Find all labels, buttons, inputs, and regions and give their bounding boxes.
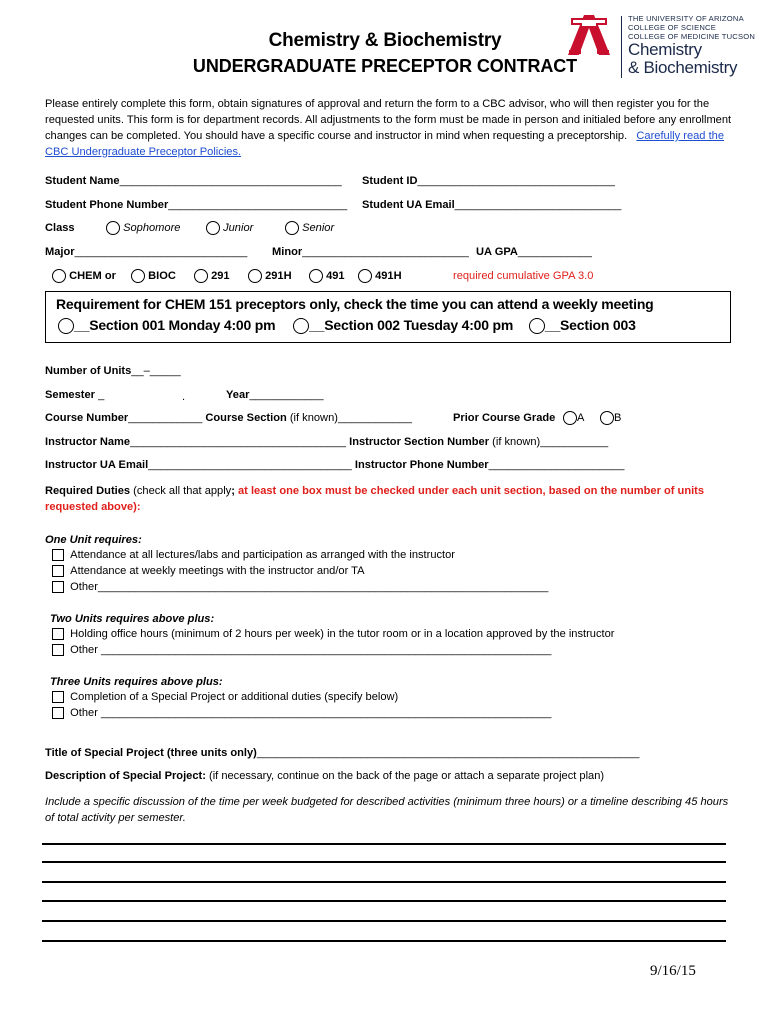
special-project-title-field[interactable]: Title of Special Project (three units only)______________________________________________________________ — [45, 747, 640, 759]
291-radio[interactable] — [194, 269, 208, 283]
class-option-junior[interactable]: Junior — [206, 221, 253, 235]
bioc-radio[interactable] — [131, 269, 145, 283]
class-option-sophomore[interactable]: Sophomore — [106, 221, 180, 235]
checkbox[interactable] — [52, 707, 64, 719]
two-units-item[interactable]: Other _________________________________________________________________________ — [52, 644, 551, 656]
section-002-radio[interactable] — [293, 318, 309, 334]
chem151-sections — [56, 317, 636, 334]
gpa-requirement-note: required cumulative GPA 3.0 — [453, 270, 594, 282]
junior-radio[interactable] — [206, 221, 220, 235]
section-002-option[interactable]: __Section 002 Tuesday 4:00 pm — [293, 317, 517, 333]
course-option-291h[interactable]: 291H — [248, 269, 292, 283]
student-id-field[interactable]: Student ID________________________________ — [362, 175, 615, 187]
course-option-491h[interactable]: 491H — [358, 269, 402, 283]
number-of-units-field[interactable]: Number of Units__–_____ — [45, 365, 181, 377]
semester-mark: . — [182, 391, 186, 403]
three-units-item[interactable]: Completion of a Special Project or additional duties (specify below) — [52, 691, 398, 703]
chem151-heading: Requirement for CHEM 151 preceptors only, check the time you can attend a weekly meeting — [56, 296, 654, 312]
grade-a-radio[interactable] — [563, 411, 577, 425]
checkbox[interactable] — [52, 549, 64, 561]
form-title: UNDERGRADUATE PRECEPTOR CONTRACT — [192, 56, 578, 76]
checkbox[interactable] — [52, 628, 64, 640]
section-001-radio[interactable] — [58, 318, 74, 334]
grade-option-a[interactable]: A — [563, 411, 584, 425]
chem-radio[interactable] — [52, 269, 66, 283]
course-number-field[interactable]: Course Number____________ Course Section (if known)____________ — [45, 412, 412, 424]
two-units-item[interactable]: Holding office hours (minimum of 2 hours per week) in the tutor room or in a location approved by the instructor — [52, 628, 614, 640]
special-project-instruction: Include a specific discussion of the time per week budgeted for described activities (minimum three hours) or a timeline describing 45 hours of total activity per semester. — [45, 796, 729, 824]
description-line[interactable] — [42, 861, 726, 863]
one-unit-item[interactable]: Attendance at all lectures/labs and participation as arranged with the instructor — [52, 549, 455, 561]
section-003-option[interactable]: __Section 003 — [529, 317, 636, 333]
intro-paragraph: Please entirely complete this form, obtain signatures of approval and return the form to a CBC advisor, who will then register you for the requested units. This form is for department records. All adjustments to the form must be made in person and initialed before any enrollment changes can be completed. You should have a specific course and instructor in mind when requesting a preceptorship. Carefully read the CBC Undergraduate Preceptor Policies. — [45, 98, 732, 158]
class-option-senior[interactable]: Senior — [285, 221, 334, 235]
three-units-heading: Three Units requires above plus: — [50, 676, 223, 688]
logo-university-text: THE UNIVERSITY OF ARIZONA COLLEGE OF SCIENCE COLLEGE OF MEDICINE TUCSON — [628, 14, 756, 41]
special-project-description-label: Description of Special Project: (if necessary, continue on the back of the page or attach a separate project plan) — [45, 770, 605, 782]
two-units-heading: Two Units requires above plus: — [50, 613, 215, 625]
senior-radio[interactable] — [285, 221, 299, 235]
major-field[interactable]: Major____________________________ — [45, 246, 248, 258]
course-option-491[interactable]: 491 — [309, 269, 345, 283]
university-a-logo — [568, 15, 610, 55]
logo-divider — [621, 16, 622, 78]
sophomore-radio[interactable] — [106, 221, 120, 235]
student-name-field[interactable]: Student Name____________________________________ — [45, 175, 342, 187]
minor-field[interactable]: Minor___________________________ — [272, 246, 469, 258]
description-line[interactable] — [42, 843, 726, 845]
description-line[interactable] — [42, 940, 726, 942]
class-label: Class — [45, 222, 75, 234]
preceptor-policies-link[interactable]: Carefully read the CBC Undergraduate Preceptor Policies. — [45, 130, 724, 158]
description-line[interactable] — [42, 920, 726, 922]
student-phone-field[interactable]: Student Phone Number_____________________________ — [45, 199, 348, 211]
section-003-radio[interactable] — [529, 318, 545, 334]
description-line[interactable] — [42, 900, 726, 902]
course-option-291[interactable]: 291 — [194, 269, 230, 283]
logo-department-text: Chemistry & Biochemistry — [628, 40, 738, 77]
section-001-option[interactable]: __Section 001 Monday 4:00 pm — [58, 317, 279, 333]
three-units-item[interactable]: Other _________________________________________________________________________ — [52, 707, 551, 719]
491-radio[interactable] — [309, 269, 323, 283]
checkbox[interactable] — [52, 644, 64, 656]
semester-field[interactable]: Semester _ — [45, 389, 105, 401]
grade-b-radio[interactable] — [600, 411, 614, 425]
student-email-field[interactable]: Student UA Email___________________________ — [362, 199, 622, 211]
form-revision-date: 9/16/15 — [650, 963, 696, 979]
one-unit-item[interactable]: Other_________________________________________________________________________ — [52, 581, 548, 593]
checkbox[interactable] — [52, 565, 64, 577]
required-duties-heading: Required Duties (check all that apply; at least one box must be checked under each unit section, based on the number of units requested above): — [45, 485, 705, 513]
description-line[interactable] — [42, 881, 726, 883]
checkbox[interactable] — [52, 581, 64, 593]
year-field[interactable]: Year____________ — [226, 389, 324, 401]
291h-radio[interactable] — [248, 269, 262, 283]
checkbox[interactable] — [52, 691, 64, 703]
instructor-name-field[interactable]: Instructor Name___________________________________ Instructor Section Number (if known)___________ — [45, 436, 609, 448]
prior-course-grade-label: Prior Course Grade — [453, 412, 556, 424]
major-option-bioc[interactable]: BIOC — [131, 269, 176, 283]
chem151-requirement-box — [45, 291, 731, 343]
one-unit-item[interactable]: Attendance at weekly meetings with the instructor and/or TA — [52, 565, 365, 577]
ua-gpa-field[interactable]: UA GPA____________ — [476, 246, 592, 258]
form-department-title: Chemistry & Biochemistry — [268, 30, 502, 51]
instructor-email-field[interactable]: Instructor UA Email_________________________________ Instructor Phone Number______________________ — [45, 459, 625, 471]
major-option-chem[interactable]: CHEM or — [52, 269, 116, 283]
491h-radio[interactable] — [358, 269, 372, 283]
one-unit-heading: One Unit requires: — [45, 534, 142, 546]
grade-option-b[interactable]: B — [600, 411, 621, 425]
